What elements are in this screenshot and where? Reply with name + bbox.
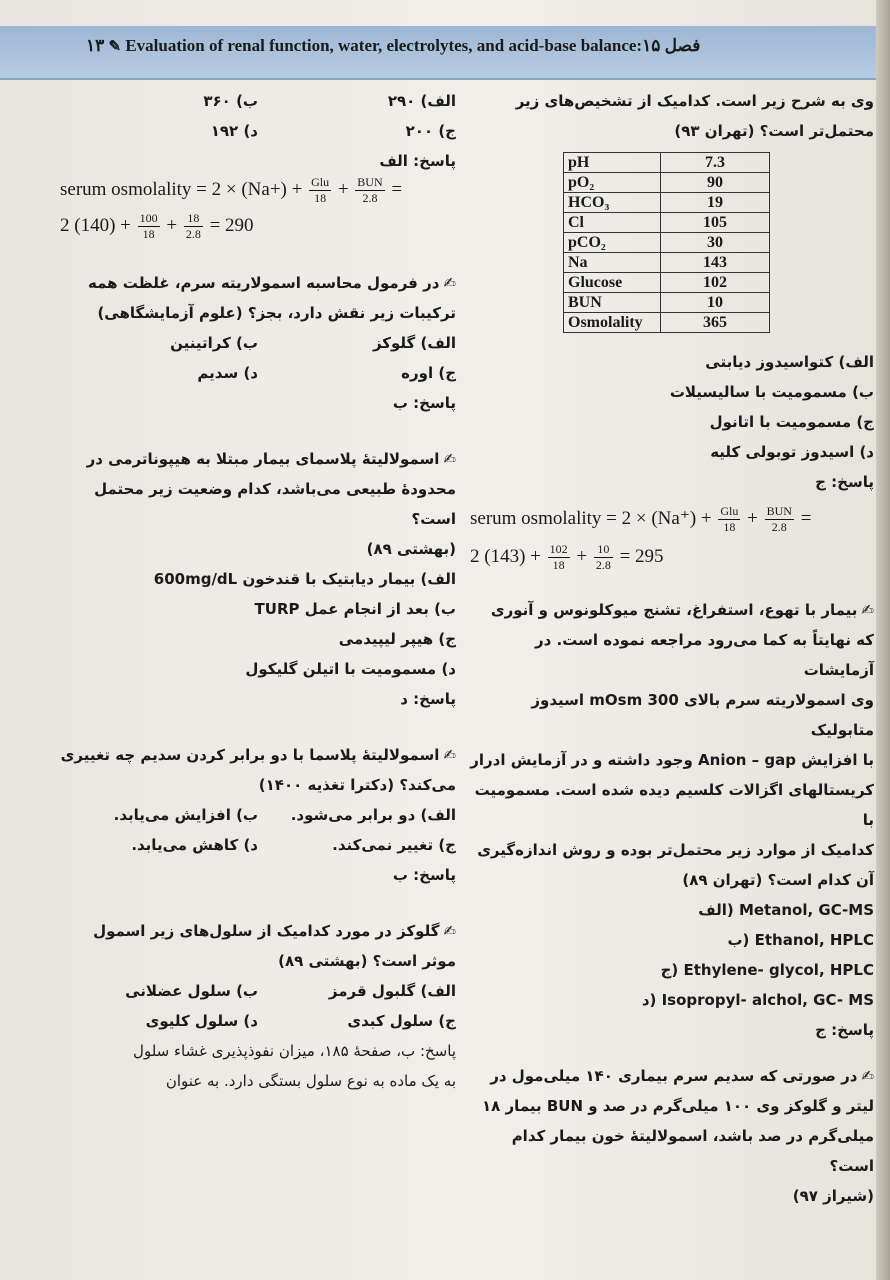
question-5	[60, 444, 456, 714]
question-text: در فرمول محاسبه اسمولاریته سرم، غلظت همه	[87, 274, 440, 292]
option-a: الف) بیمار دیابتیک با قندخون 600mg/dL	[153, 570, 456, 588]
question-line	[60, 916, 456, 946]
lab-test-value: 143	[661, 253, 770, 273]
option-d: د) سدیم	[197, 364, 258, 382]
options-row	[60, 976, 456, 1006]
denominator: 18	[142, 227, 155, 242]
question-line: (شیراز ۹۷)	[792, 1187, 874, 1205]
result: = 295	[619, 546, 664, 567]
right-column	[470, 86, 874, 1211]
lab-row	[564, 233, 770, 253]
pencil-icon: ✍	[443, 450, 456, 468]
numerator: 10	[594, 542, 613, 558]
numerator: 100	[139, 211, 158, 226]
question-line: با افزایش Anion – gap وجود داشته و در آزمایش ادرار	[470, 751, 874, 769]
lab-row	[564, 313, 770, 333]
lab-test-value: 365	[661, 313, 770, 333]
option-c: ج) مسمومیت با اتانول	[709, 413, 874, 431]
options-row	[60, 358, 456, 388]
lab-test-value: 90	[661, 173, 770, 193]
equals-sign: =	[391, 179, 403, 200]
denominator: 18	[552, 558, 565, 573]
fraction	[355, 175, 384, 206]
options-row	[60, 1006, 456, 1036]
question-line: وی اسمولاریته سرم بالای 300 mOsm اسیدوز متابولیک	[531, 691, 874, 739]
fraction	[765, 504, 794, 535]
question-4	[60, 268, 456, 418]
fraction	[309, 175, 331, 206]
question-line: موثر است؟ (بهشتی ۸۹)	[278, 952, 456, 970]
lab-row	[564, 253, 770, 273]
question-line: می‌کند؟ (دکترا تغذیه ۱۴۰۰)	[258, 776, 456, 794]
denominator: 2.8	[185, 227, 201, 242]
option-d: Isopropyl- alchol, GC- MS (د	[641, 991, 874, 1009]
pencil-icon: ✍	[443, 274, 456, 292]
question-line	[60, 444, 456, 474]
denominator: 18	[314, 191, 327, 206]
option-a: الف) گلوکز	[372, 334, 456, 352]
numerator: BUN	[766, 504, 792, 519]
option-d: د) اسیدوز توبولی کلیه	[710, 443, 874, 461]
lab-row	[564, 273, 770, 293]
numerator: 102	[549, 542, 568, 557]
question-line	[60, 268, 456, 298]
answer: پاسخ: ب	[392, 394, 456, 412]
lab-test-value: 10	[661, 293, 770, 313]
options-row	[60, 116, 456, 146]
answer: پاسخ: ج	[815, 473, 874, 491]
lab-row	[564, 193, 770, 213]
result: = 290	[209, 215, 254, 236]
denominator: 2.8	[595, 558, 611, 573]
pencil-icon: ✍	[443, 746, 456, 764]
option-d: د) کاهش می‌یابد.	[131, 836, 258, 854]
lab-test-name: pCO₂	[564, 233, 661, 253]
question-stem: وی به شرح زیر است. کدامیک از تشخیص‌های زیر محتمل‌تر است؟ (تهران ۹۳)	[515, 92, 874, 140]
question-2	[470, 595, 874, 1045]
lab-row	[564, 173, 770, 193]
fraction	[184, 211, 203, 242]
lab-test-name: pH	[564, 153, 661, 173]
pencil-icon: ✍	[861, 1067, 874, 1085]
question-line: محدودهٔ طبیعی می‌باشد، کدام وضعیت زیر محتمل است؟	[94, 480, 456, 528]
option-d: د) ۱۹۲	[210, 122, 258, 140]
plus-sign: +	[337, 179, 349, 200]
option-b: ب) بعد از انجام عمل TURP	[254, 600, 456, 618]
answer: پاسخ: الف	[379, 152, 456, 170]
question-text: بیمار با تهوع، استفراغ، تشنج میوکلونوس و آنوری	[490, 601, 858, 619]
header-title-line	[86, 36, 700, 56]
option-c: ج) اوره	[401, 364, 456, 382]
plus-sign: +	[166, 215, 178, 236]
question-line: میلی‌گرم در صد باشد، اسمولالیتهٔ خون بیمار کدام است؟	[511, 1127, 874, 1175]
lab-test-name: BUN	[564, 293, 661, 313]
option-c: ج) تغییر نمی‌کند.	[332, 836, 456, 854]
options-row	[60, 328, 456, 358]
lab-test-name: Glucose	[564, 273, 661, 293]
answer: پاسخ: ج	[815, 1021, 874, 1039]
option-b: Ethanol, HPLC (ب	[727, 931, 874, 949]
option-a: الف) دو برابر می‌شود.	[290, 806, 456, 824]
option-b: ب) سلول عضلانی	[125, 982, 258, 1000]
lab-test-value: 30	[661, 233, 770, 253]
option-b: ب) افزایش می‌یابد.	[113, 806, 258, 824]
option-a: الف) ۲۹۰	[387, 92, 456, 110]
question-text: در صورتی که سدیم سرم بیماری ۱۴۰ میلی‌مول در	[490, 1067, 858, 1085]
answer-explanation: به یک ماده به نوع سلول بستگی دارد. به عنوان	[165, 1072, 456, 1090]
options-row	[60, 830, 456, 860]
question-3	[470, 1061, 874, 1211]
question-line: کریستالهای اگزالات کلسیم دیده شده است. مسمومیت با	[474, 781, 874, 829]
page-edge	[876, 0, 890, 1280]
fraction	[594, 542, 613, 573]
numerator: Glu	[311, 175, 330, 190]
denominator: 18	[723, 520, 736, 535]
lab-test-value: 102	[661, 273, 770, 293]
lab-row	[564, 213, 770, 233]
option-a: الف) گلبول قرمز	[328, 982, 456, 1000]
question-line: (بهشتی ۸۹)	[366, 540, 456, 558]
question-6	[60, 740, 456, 890]
lab-test-name: Cl	[564, 213, 661, 233]
page-number: ۱۳	[86, 36, 105, 55]
option-b: ب) ۳۶۰	[203, 92, 258, 110]
lab-test-value: 7.3	[661, 153, 770, 173]
answer: پاسخ: ب	[392, 866, 456, 884]
lab-test-name: pO₂	[564, 173, 661, 193]
options-row	[60, 86, 456, 116]
fraction	[138, 211, 160, 242]
plus-sign: +	[576, 546, 588, 567]
formula-text: serum osmolality = 2 × (Na+) +	[60, 179, 303, 200]
lab-results-table	[563, 152, 770, 333]
fraction	[548, 542, 570, 573]
osmolality-calculation	[470, 535, 874, 579]
lab-test-name: Na	[564, 253, 661, 273]
formula-text: 2 (140) +	[60, 215, 131, 236]
answer-explanation: پاسخ: ب، صفحهٔ ۱۸۵، میزان نفوذپذیری غشاء سلول	[133, 1042, 456, 1060]
bookmark-icon: ✎	[108, 39, 122, 55]
option-c: ج) سلول کبدی	[347, 1012, 456, 1030]
options-row	[60, 800, 456, 830]
question-line: آن کدام است؟ (تهران ۸۹)	[682, 871, 874, 889]
lab-test-value: 105	[661, 213, 770, 233]
question-7	[60, 916, 456, 1096]
chapter-header	[0, 26, 880, 80]
option-d: د) سلول کلیوی	[145, 1012, 258, 1030]
denominator: 2.8	[771, 520, 787, 535]
lab-row	[564, 153, 770, 173]
question-line: لیتر و گلوکز وی ۱۰۰ میلی‌گرم در صد و BUN بیمار ۱۸	[482, 1097, 874, 1115]
fraction	[718, 504, 740, 535]
numerator: Glu	[720, 504, 739, 519]
option-a: Metanol, GC-MS (الف	[698, 901, 874, 919]
lab-test-name: Osmolality	[564, 313, 661, 333]
option-b: ب) مسمومیت با سالیسیلات	[669, 383, 874, 401]
formula-text: 2 (143) +	[470, 546, 541, 567]
question-text: گلوکز در مورد کدامیک از سلول‌های زیر اسمول	[93, 922, 440, 940]
pencil-icon: ✍	[861, 601, 874, 619]
numerator: 18	[184, 211, 203, 227]
lab-test-value: 19	[661, 193, 770, 213]
question-line: کدامیک از موارد زیر محتمل‌تر بوده و روش اندازه‌گیری	[477, 841, 874, 859]
option-c: Ethylene- glycol, HPLC (ج	[660, 961, 874, 979]
question-line	[470, 595, 874, 625]
option-c: ج) هیپر لیپیدمی	[338, 630, 456, 648]
plus-sign: +	[747, 508, 758, 529]
chapter-title: Evaluation of renal function, water, electrolytes, and acid-base balance:۱۵ فصل	[125, 36, 701, 55]
question-line	[470, 1061, 874, 1091]
option-c: ج) ۲۰۰	[405, 122, 456, 140]
formula-text: serum osmolality = 2 × (Na⁺) +	[470, 508, 712, 529]
left-column	[60, 86, 456, 1096]
option-a: الف) کتواسیدوز دیابتی	[705, 353, 874, 371]
question-line	[60, 740, 456, 770]
option-b: ب) کراتینین	[170, 334, 258, 352]
question-text: اسمولالیتهٔ پلاسمای بیمار مبتلا به هیپوناترمی در	[86, 450, 440, 468]
option-d: د) مسمومیت با اتیلن گلیکول	[245, 660, 456, 678]
question-line: که نهایتاً به کما می‌رود مراجعه نموده است. در آزمایشات	[535, 631, 874, 679]
pencil-icon: ✍	[443, 922, 456, 940]
question-line: ترکیبات زیر نقش دارد، بجز؟ (علوم آزمایشگاهی)	[97, 304, 456, 322]
lab-row	[564, 293, 770, 313]
lab-test-name: HCO₃	[564, 193, 661, 213]
denominator: 2.8	[362, 191, 378, 206]
equals-sign: =	[800, 508, 812, 529]
answer: پاسخ: د	[400, 690, 456, 708]
question-text: اسمولالیتهٔ پلاسما با دو برابر کردن سدیم چه تغییری	[60, 746, 440, 764]
numerator: BUN	[357, 175, 383, 190]
